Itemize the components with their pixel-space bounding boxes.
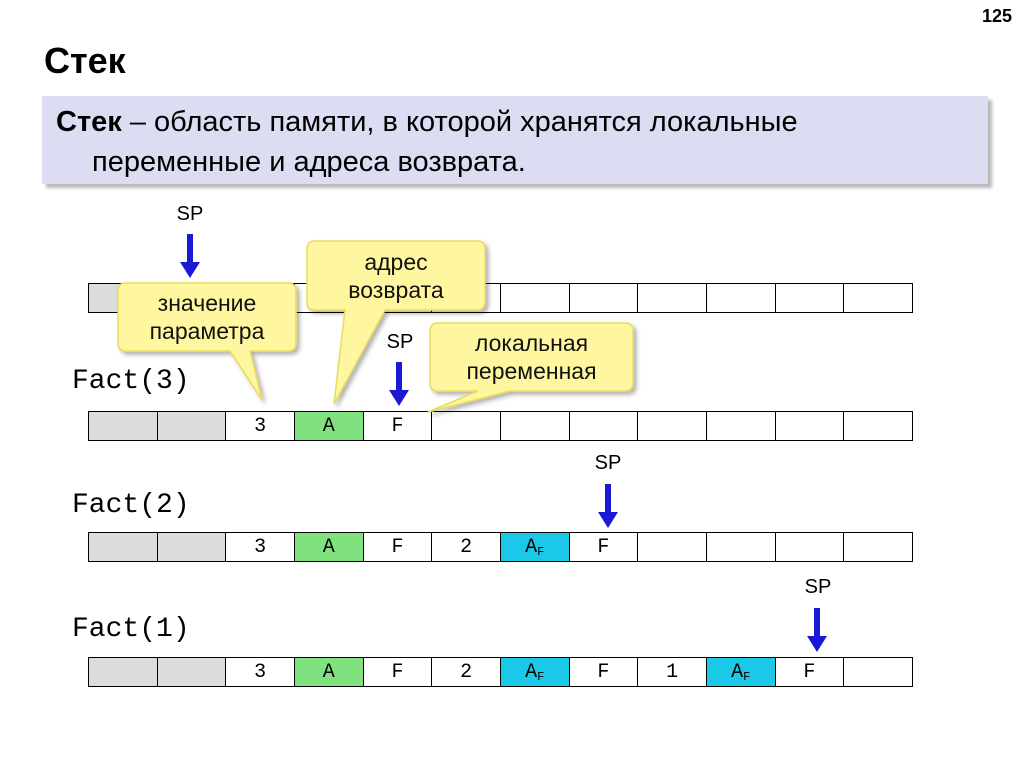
sp-label-fact2: SP [594, 452, 622, 474]
slide-title: Стек [44, 40, 126, 81]
stack-cell-value: F [597, 660, 610, 684]
stack-cell-value: A [322, 414, 335, 438]
callout-param-line2: параметра [149, 318, 265, 344]
stack-cell-value: F [803, 660, 816, 684]
callout-ret-line2: возврата [348, 277, 444, 303]
definition-term: Стек [56, 106, 122, 138]
stack-cell-value: F [391, 660, 404, 684]
fact2-label: Fact(2) [72, 490, 190, 521]
page-number: 125 [981, 6, 1012, 26]
fact3-label: Fact(3) [72, 366, 190, 397]
stack-cell-value: A [322, 660, 335, 684]
stack-cell-subscript: F [743, 670, 751, 684]
stack-cell-subscript: F [537, 545, 545, 559]
stack-cell-value: 1 [666, 660, 679, 684]
stack-cell-subscript: F [537, 670, 545, 684]
stack-cell-value: A [322, 535, 335, 559]
stack-cell-value: 3 [254, 414, 267, 438]
definition-text-line2: переменные и адреса возврата. [92, 146, 526, 178]
stack-cell-value: 2 [460, 535, 473, 559]
sp-label-fact1: SP [804, 576, 832, 598]
stack-cell-value: F [391, 535, 404, 559]
stack-cell-value: 2 [460, 660, 473, 684]
callout-local-line1: локальная [474, 330, 589, 356]
callout-param [118, 289, 296, 345]
fact1-label: Fact(1) [72, 614, 190, 645]
callout-ret-line1: адрес [364, 249, 428, 275]
definition-text-line1: – область памяти, в которой хранятся локальные [121, 106, 798, 138]
callout-local-line2: переменная [466, 358, 597, 384]
stack-cell-value: 3 [254, 660, 267, 684]
callout-ret [307, 248, 485, 304]
stack-cell-value: 3 [254, 535, 267, 559]
callout-param-line1: значение [157, 290, 257, 316]
stack-cell-value: F [391, 414, 404, 438]
stack-cell-value: A [525, 660, 538, 684]
callout-local [430, 329, 633, 385]
stack-cell-value: A [731, 660, 744, 684]
stack-cell-value: A [525, 535, 538, 559]
sp-label-initial: SP [176, 203, 204, 225]
sp-label-fact3: SP [386, 331, 414, 353]
stack-cell-value: F [597, 535, 610, 559]
